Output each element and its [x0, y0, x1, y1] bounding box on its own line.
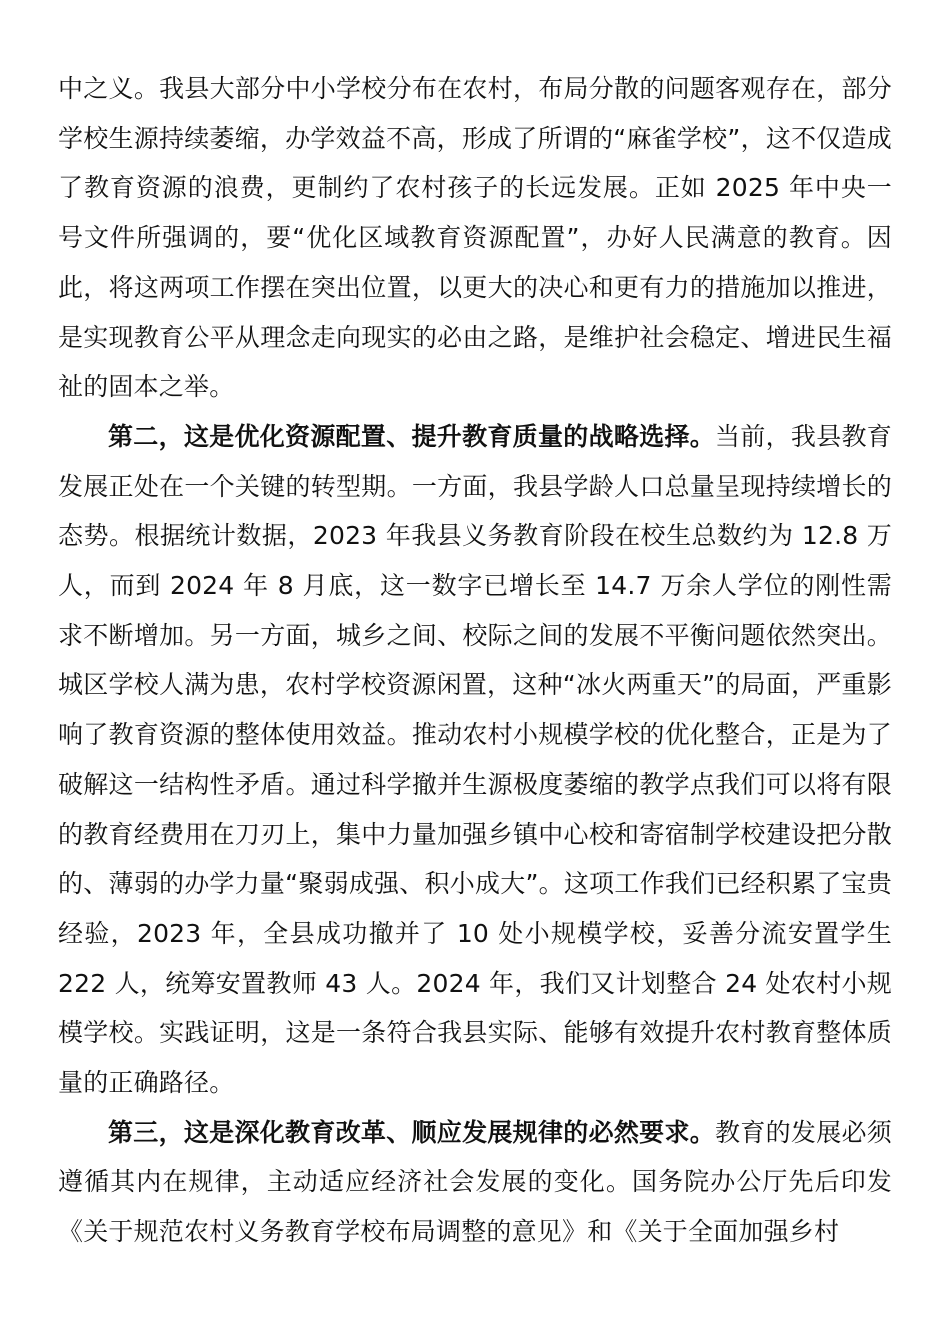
paragraph-3: [58, 1108, 892, 1257]
paragraph-1-text: 中之义。我县大部分中小学校分布在农村，布局分散的问题客观存在，部分学校生源持续萎缩，办学效益不高，形成了所谓的“麻雀学校”，这不仅造成了教育资源的浪费，更制约了农村孩子的长远发展。正如 2025 年中央一号文件所强调的，要“优化区域教育资源配置”，办好人民满意的教育。因此，将这两项工作摆在突出位置，以更大的决心和更有力的措施加以推进，是实现教育公平从理念走向现实的必由之路，是维护社会稳定、增进民生福祉的固本之举。: [58, 74, 892, 402]
paragraph-2-text: 当前，我县教育发展正处在一个关键的转型期。一方面，我县学龄人口总量呈现持续增长的态势。根据统计数据，2023 年我县义务教育阶段在校生总数约为 12.8 万人，而到 2024 年 8 月底，这一数字已增长至 14.7 万余人学位的刚性需求不断增加。另一方面，城乡之间、校际之间的发展不平衡问题依然突出。城区学校人满为患，农村学校资源闲置，这种“冰火两重天”的局面，严重影响了教育资源的整体使用效益。推动农村小规模学校的优化整合，正是为了破解这一结构性矛盾。通过科学撤并生源极度萎缩的教学点我们可以将有限的教育经费用在刀刃上，集中力量加强乡镇中心校和寄宿制学校建设把分散的、薄弱的办学力量“聚弱成强、积小成大”。这项工作我们已经积累了宝贵经验，2023 年，全县成功撤并了 10 处小规模学校，妥善分流安置学生 222 人，统筹安置教师 43 人。2024 年，我们又计划整合 24 处农村小规模学校。实践证明，这是一条符合我县实际、能够有效提升农村教育整体质量的正确路径。: [58, 421, 892, 1098]
paragraph-1: [58, 64, 892, 412]
paragraph-3-text: 教育的发展必须遵循其内在规律，主动适应经济社会发展的变化。国务院办公厅先后印发《关于规范农村义务教育学校布局调整的意见》和《关于全面加强乡村: [58, 1117, 892, 1247]
document-body: [58, 64, 892, 1257]
paragraph-3-lead: 第三，这是深化教育改革、顺应发展规律的必然要求。: [108, 1117, 716, 1147]
paragraph-2: [58, 412, 892, 1108]
paragraph-2-lead: 第二，这是优化资源配置、提升教育质量的战略选择。: [108, 421, 716, 451]
